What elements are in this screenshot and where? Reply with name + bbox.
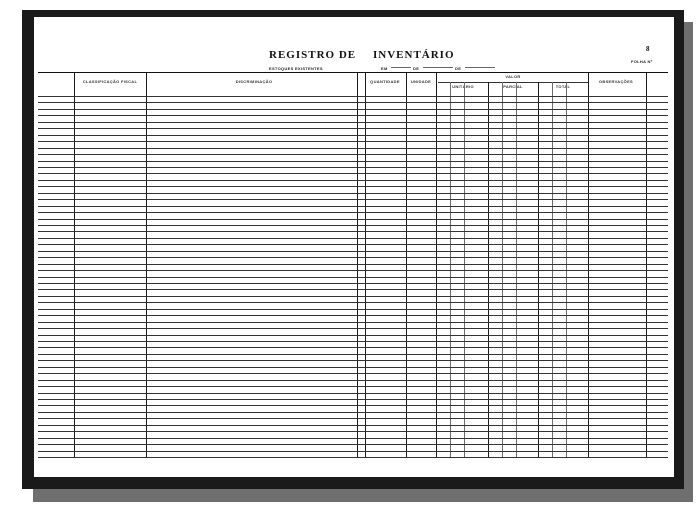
ledger-row-line [363, 296, 668, 297]
ledger-row-line [38, 270, 365, 271]
col-header-parcial: PARCIAL [503, 84, 523, 89]
ledger-row-line [363, 212, 668, 213]
col-header-classificacao: CLASSIFICAÇÃO FISCAL [82, 79, 138, 84]
ledger-row-line [363, 367, 668, 368]
ledger-row-line [363, 360, 668, 361]
ledger-row-line [38, 393, 365, 394]
ledger-row-line [363, 322, 668, 323]
right-page [363, 17, 674, 477]
date-sep-2: DE [455, 66, 462, 71]
ledger-row-line [363, 386, 668, 387]
ledger-row-line [38, 283, 365, 284]
ledger-row-line [363, 315, 668, 316]
ledger-row-line [38, 347, 365, 348]
ledger-row-line [38, 135, 365, 136]
col-header-quantidade: QUANTIDADE [370, 79, 400, 84]
ledger-row-line [38, 431, 365, 432]
ledger-row-line [38, 225, 365, 226]
ledger-row-line [363, 115, 668, 116]
ledger-row-line [38, 309, 365, 310]
ledger-row-line [363, 244, 668, 245]
ledger-book [22, 10, 684, 489]
col-header-total: TOTAL [555, 84, 571, 89]
ledger-row-line [38, 244, 365, 245]
date-day-line [391, 67, 411, 68]
ledger-row-line [38, 193, 365, 194]
ledger-row-line [38, 154, 365, 155]
ledger-row-line [363, 425, 668, 426]
ledger-row-line [38, 386, 365, 387]
ledger-row-line [363, 128, 668, 129]
ledger-row-line [363, 302, 668, 303]
ledger-row-line [38, 322, 365, 323]
ledger-row-line [38, 328, 365, 329]
left-page [34, 17, 365, 477]
ledger-row-line [363, 354, 668, 355]
col-header-unitario: UNITÁRIO [452, 84, 474, 89]
ledger-row-line [363, 141, 668, 142]
book-title-left: REGISTRO DE [269, 49, 357, 61]
ledger-row-line [363, 264, 668, 265]
ledger-row-line [363, 412, 668, 413]
ledger-row-line [38, 354, 365, 355]
ledger-row-line [363, 309, 668, 310]
ledger-row-line [363, 206, 668, 207]
ledger-row-line [38, 418, 365, 419]
ledger-row-line [363, 405, 668, 406]
ledger-row-line [38, 219, 365, 220]
ledger-row-line [363, 341, 668, 342]
date-month-line [423, 67, 453, 68]
ledger-row-line [38, 141, 365, 142]
col-header-discriminacao: DISCRIMINAÇÃO [235, 79, 273, 84]
ledger-row-line [38, 277, 365, 278]
ledger-row-line [38, 109, 365, 110]
ledger-row-line [363, 418, 668, 419]
ledger-row-line [363, 335, 668, 336]
ledger-row-line [38, 257, 365, 258]
ledger-row-line [38, 238, 365, 239]
ledger-row-line [38, 122, 365, 123]
ledger-row-line [38, 180, 365, 181]
ledger-row-line [363, 393, 668, 394]
ledger-row-line [38, 315, 365, 316]
ledger-row-line [363, 257, 668, 258]
ledger-row-line [363, 270, 668, 271]
ledger-row-line [38, 199, 365, 200]
folha-label: FOLHA Nº [631, 59, 653, 64]
ledger-row-line [363, 438, 668, 439]
ledger-row-line [363, 431, 668, 432]
book-subtitle: ESTOQUES EXISTENTES [269, 66, 323, 71]
ledger-row-line [363, 148, 668, 149]
ledger-row-line [38, 360, 365, 361]
ledger-row-line [363, 251, 668, 252]
ledger-row-line [38, 425, 365, 426]
ledger-row-line [38, 167, 365, 168]
ledger-row-line [38, 231, 365, 232]
ledger-row-line [38, 148, 365, 149]
ledger-row-line [38, 451, 365, 452]
ledger-row-line [38, 173, 365, 174]
col-header-unidade: UNIDADE [410, 79, 432, 84]
ledger-row-line [363, 161, 668, 162]
ledger-row-line [38, 102, 365, 103]
ledger-row-line [363, 289, 668, 290]
ledger-row-line [363, 231, 668, 232]
ledger-row-line [363, 283, 668, 284]
ledger-row-line [38, 296, 365, 297]
ledger-row-line [363, 193, 668, 194]
col-header-observacoes: OBSERVAÇÕES [598, 79, 634, 84]
ledger-row-line [38, 373, 365, 374]
ledger-row-line [363, 186, 668, 187]
ledger-row-line [38, 264, 365, 265]
ledger-row-line [363, 122, 668, 123]
ledger-row-line [38, 115, 365, 116]
ledger-row-line [38, 341, 365, 342]
ledger-row-line [38, 302, 365, 303]
ledger-row-line [363, 373, 668, 374]
col-header-valor: VALOR [505, 74, 521, 79]
ledger-row-line [363, 102, 668, 103]
ledger-row-line [363, 328, 668, 329]
ledger-row-line [38, 161, 365, 162]
ledger-row-line [363, 444, 668, 445]
ledger-row-line [38, 438, 365, 439]
ledger-row-line [38, 335, 365, 336]
ledger-row-line [363, 277, 668, 278]
ledger-row-line [363, 199, 668, 200]
ledger-row-line [38, 96, 365, 97]
ledger-row-line [363, 380, 668, 381]
ledger-row-line [38, 289, 365, 290]
ledger-row-line [363, 451, 668, 452]
ledger-row-line [363, 238, 668, 239]
date-sep-1: DE [413, 66, 420, 71]
ledger-row-line [363, 167, 668, 168]
ledger-row-line [38, 457, 365, 458]
ledger-row-line [38, 212, 365, 213]
date-prefix: EM [381, 66, 388, 71]
ledger-row-line [38, 412, 365, 413]
ledger-row-line [363, 135, 668, 136]
ledger-row-line [363, 347, 668, 348]
page-number: 8 [646, 45, 650, 53]
ledger-row-line [363, 225, 668, 226]
ledger-row-line [363, 96, 668, 97]
ledger-row-line [363, 154, 668, 155]
ledger-row-line [38, 405, 365, 406]
ledger-row-line [363, 219, 668, 220]
ledger-row-line [363, 173, 668, 174]
ledger-row-line [363, 399, 668, 400]
ledger-row-line [38, 186, 365, 187]
ledger-row-line [38, 444, 365, 445]
ledger-row-line [38, 399, 365, 400]
ledger-row-line [363, 180, 668, 181]
ledger-row-line [38, 380, 365, 381]
book-title-right: INVENTÁRIO [373, 49, 455, 61]
date-year-line [465, 67, 495, 68]
ledger-row-line [38, 251, 365, 252]
ledger-row-line [363, 109, 668, 110]
left-header-band [38, 72, 365, 97]
ledger-row-line [363, 457, 668, 458]
ledger-row-line [38, 367, 365, 368]
ledger-row-line [38, 128, 365, 129]
ledger-row-line [38, 206, 365, 207]
